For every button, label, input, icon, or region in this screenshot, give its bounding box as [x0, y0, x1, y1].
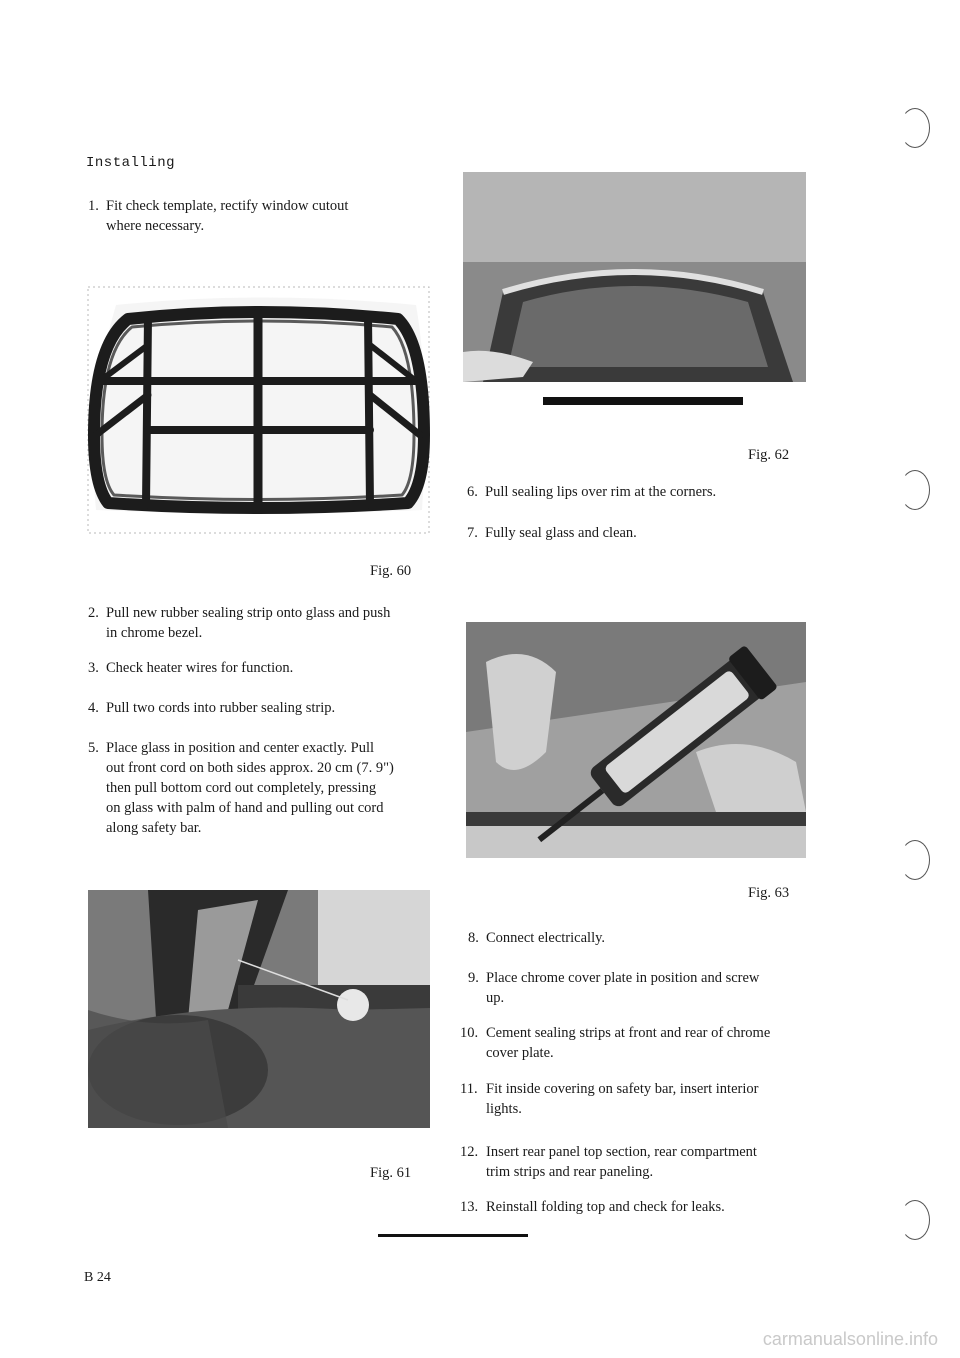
step-number: 9. [468, 970, 479, 986]
step-number: 7. [467, 525, 478, 541]
step-line: Pull new rubber sealing strip onto glass and push [106, 605, 391, 621]
step-line: cover plate. [486, 1045, 554, 1061]
figure-63-photo [466, 622, 806, 858]
figure-62-caption: Fig. 62 [748, 447, 790, 463]
step-number: 2. [88, 605, 99, 621]
step-line: where necessary. [106, 218, 205, 234]
step-number: 12. [460, 1144, 479, 1160]
step-line: up. [486, 990, 505, 1006]
step-line: Connect electrically. [486, 930, 606, 946]
step-line: Insert rear panel top section, rear compartment [486, 1144, 757, 1160]
step-line: Place chrome cover plate in position and screw [486, 970, 760, 986]
step-number: 6. [467, 484, 478, 500]
man-pulling-cord-illustration [88, 890, 430, 1128]
check-template-illustration [86, 285, 431, 535]
step-line: Pull two cords into rubber sealing strip. [106, 700, 336, 716]
step-line: Place glass in position and center exactly. Pull [106, 740, 375, 756]
step-number: 1. [88, 198, 99, 214]
step-line: in chrome bezel. [106, 625, 203, 641]
step-line: trim strips and rear paneling. [486, 1164, 654, 1180]
step-line: Fully seal glass and clean. [485, 525, 637, 541]
step-number: 5. [88, 740, 99, 756]
step-line: Fit check template, rectify window cutout [106, 198, 349, 214]
step-line: out front cord on both sides approx. 20 cm (7. 9") [106, 760, 394, 776]
page-number: B 24 [84, 1270, 111, 1285]
rear-window-installation-illustration [463, 172, 806, 408]
figure-63-caption: Fig. 63 [748, 885, 790, 901]
step-line: Reinstall folding top and check for leaks. [486, 1199, 725, 1215]
figure-61-caption: Fig. 61 [370, 1165, 412, 1181]
binder-hole-icon [900, 108, 930, 148]
watermark: carmanualsonline.info [762, 1329, 938, 1349]
section-title: Installing [86, 155, 176, 171]
step-number: 3. [88, 660, 99, 676]
step-number: 10. [460, 1025, 479, 1041]
sealant-gun-illustration [466, 622, 806, 858]
step-line: lights. [486, 1101, 522, 1117]
step-line: then pull bottom cord out completely, pressing [106, 780, 377, 796]
step-line: Check heater wires for function. [106, 660, 294, 676]
binder-hole-icon [900, 1200, 930, 1240]
step-line: Pull sealing lips over rim at the corners. [485, 484, 717, 500]
step-line: along safety bar. [106, 820, 202, 836]
step-line: Cement sealing strips at front and rear of chrome [486, 1025, 771, 1041]
step-number: 8. [468, 930, 479, 946]
binder-hole-icon [900, 470, 930, 510]
step-line: on glass with palm of hand and pulling out cord [106, 800, 384, 816]
figure-61-photo [88, 890, 430, 1128]
step-number: 11. [460, 1081, 478, 1097]
figure-60-template-photo [86, 285, 431, 535]
figure-62-photo [463, 172, 806, 408]
step-number: 13. [460, 1199, 479, 1215]
binder-hole-icon [900, 840, 930, 880]
step-line: Fit inside covering on safety bar, insert interior [486, 1081, 759, 1097]
figure-60-caption: Fig. 60 [370, 563, 412, 579]
step-number: 4. [88, 700, 99, 716]
bottom-divider [378, 1234, 528, 1237]
